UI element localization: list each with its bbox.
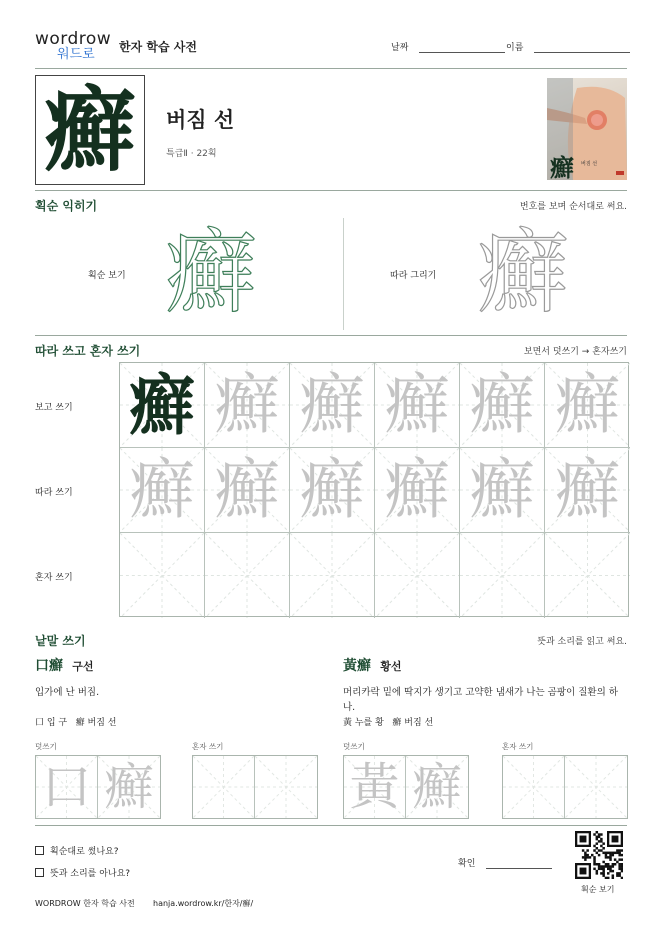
word-1-alone-cell[interactable]: [193, 756, 255, 818]
word-1-trace-cell[interactable]: 癬: [98, 756, 160, 818]
stroke-order-diagram: 癬: [164, 219, 257, 326]
qr-code[interactable]: [575, 831, 623, 879]
name-label: 이름: [506, 43, 524, 53]
practice-cell[interactable]: [120, 533, 205, 618]
words-rule: [35, 825, 627, 826]
stroke-section-hint: 번호를 보며 순서대로 써요.: [519, 202, 627, 212]
word-1-gloss: 口 입 구 癬 버짐 선: [35, 718, 117, 728]
trace-character: 癬: [554, 366, 621, 443]
word-1-trace-cell[interactable]: 口: [36, 756, 98, 818]
card-rule: [35, 190, 627, 191]
word-2: [343, 655, 633, 728]
practice-cell[interactable]: [120, 363, 205, 448]
word-1-alone-label: 혼자 쓰기: [192, 742, 224, 751]
header-rule: [35, 68, 627, 69]
checklist-item-2[interactable]: 뜻과 소리를 아나요?: [35, 866, 130, 879]
row-label-alone: 혼자 쓰기: [35, 573, 73, 583]
word-2-alone-label: 혼자 쓰기: [502, 742, 534, 751]
word-2-definition: 머리카락 밑에 딱지가 생기고 고약한 냄새가 나는 곰팡이 질환의 하나.: [343, 687, 618, 713]
trace-character: 癬: [469, 451, 535, 528]
practice-cell[interactable]: [205, 533, 290, 618]
word-2-trace-box[interactable]: [343, 755, 469, 819]
word-1-alone-cell[interactable]: [255, 756, 317, 818]
word-2-trace-label: 덧쓰기: [343, 742, 365, 751]
word-2-trace-cell[interactable]: 黃: [344, 756, 406, 818]
confirm-field[interactable]: [458, 856, 552, 869]
confirm-label: 확인: [458, 859, 476, 869]
stroke-divider: [343, 218, 344, 330]
thumbnail-badge: [616, 171, 624, 175]
thumbnail-caption: 버짐 선: [581, 161, 598, 167]
word-2-gloss: 黃 누를 황 癬 버짐 선: [343, 718, 434, 728]
meaning-sound: 버짐 선: [166, 108, 235, 132]
trace-character: 癬: [469, 366, 535, 443]
thumbnail-character: 癬: [550, 153, 574, 180]
practice-cell[interactable]: [205, 448, 290, 533]
main-char-box: [35, 75, 145, 185]
practice-section-hint: 보면서 덧쓰기 → 혼자쓰기: [523, 347, 627, 357]
word-2-reading: 황선: [380, 660, 402, 673]
practice-cell[interactable]: [545, 448, 630, 533]
main-character: 癬: [43, 76, 136, 184]
practice-cell[interactable]: [290, 363, 375, 448]
trace-character: 癬: [129, 451, 195, 528]
word-2-trace-cell[interactable]: 癬: [406, 756, 468, 818]
trace-character: 癬: [214, 451, 280, 528]
header-title: 한자 학습 사전: [119, 40, 197, 54]
word-1: [35, 655, 325, 728]
grade: 특급Ⅱ: [166, 149, 188, 159]
practice-cell[interactable]: [375, 448, 460, 533]
trace-character: 癬: [214, 366, 280, 443]
trace-character: 癬: [299, 366, 365, 443]
trace-character: 癬: [299, 451, 365, 528]
logo: [35, 30, 115, 64]
word-1-reading: 구선: [72, 660, 94, 673]
word-2-alone-box[interactable]: [502, 755, 628, 819]
word-1-alone-box[interactable]: [192, 755, 318, 819]
row-label-trace: 따라 쓰기: [35, 488, 73, 498]
logo-wordmark: wordrow: [35, 29, 112, 49]
practice-grid[interactable]: [119, 362, 629, 617]
practice-cell[interactable]: [460, 448, 545, 533]
date-label: 날짜: [391, 43, 409, 53]
checkbox[interactable]: [35, 868, 44, 877]
words-section-hint: 뜻과 소리를 읽고 써요.: [537, 637, 627, 647]
word-2-hanja: 黃癬: [343, 658, 371, 674]
word-1-hanja: 口癬: [35, 658, 63, 674]
word-1-trace-label: 덧쓰기: [35, 742, 57, 751]
practice-cell[interactable]: [460, 533, 545, 618]
stroke-trace-label: 따라 그리기: [390, 271, 437, 281]
footer-brand: WORDROW 한자 학습 사전: [35, 899, 135, 908]
practice-cell[interactable]: [545, 363, 630, 448]
practice-cell[interactable]: [120, 448, 205, 533]
stroke-view-label: 획순 보기: [88, 271, 126, 281]
footer-url[interactable]: hanja.wordrow.kr/한자/癬/: [153, 899, 254, 908]
practice-cell[interactable]: [290, 533, 375, 618]
word-2-alone-cell[interactable]: [565, 756, 627, 818]
strokes: 22획: [196, 149, 217, 159]
model-character: 癬: [129, 366, 195, 444]
grade-strokes: 특급Ⅱ · 22획: [166, 149, 217, 159]
checklist-item-1[interactable]: 획순대로 썼나요?: [35, 844, 119, 857]
practice-cell[interactable]: [290, 448, 375, 533]
date-field[interactable]: [391, 40, 505, 53]
trace-character: 癬: [384, 366, 450, 443]
practice-section-title: 따라 쓰고 혼자 쓰기: [35, 344, 141, 358]
practice-cell[interactable]: [545, 533, 630, 618]
trace-character: 癬: [554, 451, 621, 528]
word-1-definition: 입가에 난 버짐.: [35, 687, 100, 698]
checkbox[interactable]: [35, 846, 44, 855]
word-2-alone-cell[interactable]: [503, 756, 565, 818]
trace-diagram[interactable]: 癬: [476, 219, 569, 326]
row-label-view: 보고 쓰기: [35, 403, 73, 413]
practice-cell[interactable]: [460, 363, 545, 448]
qr-label: 획순 보기: [581, 885, 615, 894]
word-1-trace-box[interactable]: [35, 755, 161, 819]
stroke-section-title: 획순 익히기: [35, 199, 98, 213]
logo-korean: 워드로: [57, 47, 95, 62]
trace-character: 癬: [384, 451, 450, 528]
practice-cell[interactable]: [375, 363, 460, 448]
illustration-thumbnail: [547, 78, 627, 180]
practice-cell[interactable]: [375, 533, 460, 618]
practice-cell[interactable]: [205, 363, 290, 448]
name-field[interactable]: [506, 40, 630, 53]
words-section-title: 낱말 쓰기: [35, 634, 86, 648]
stroke-rule: [35, 335, 627, 336]
